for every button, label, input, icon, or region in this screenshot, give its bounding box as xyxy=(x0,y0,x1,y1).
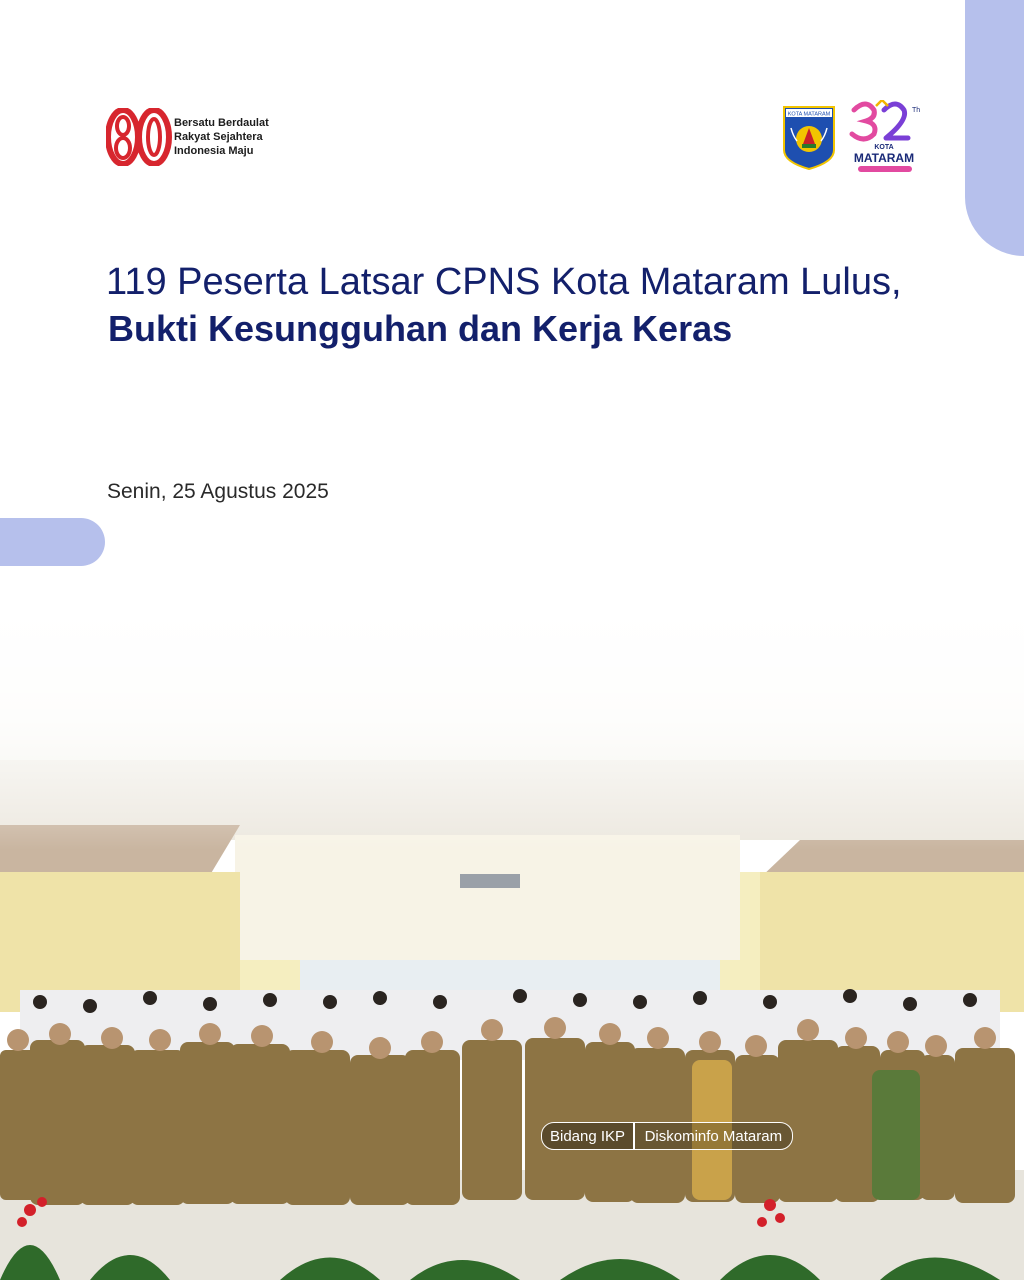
publish-date: Senin, 25 Agustus 2025 xyxy=(107,480,329,503)
tagline-line-3: Indonesia Maju xyxy=(174,145,254,157)
credit-bidang: Bidang IKP xyxy=(542,1123,633,1149)
logo-80-tagline xyxy=(174,116,269,158)
kota-mataram-crest xyxy=(783,106,835,170)
corner-accent-top-right xyxy=(965,0,1024,256)
city-crest-icon xyxy=(783,106,835,170)
group-photo xyxy=(0,610,1024,1280)
tagline-line-2: Rakyat Sejahtera xyxy=(174,131,263,143)
credit-diskominfo: Diskominfo Mataram xyxy=(635,1123,793,1149)
logo-80-tahun xyxy=(106,108,296,168)
headline-line-1: 119 Peserta Latsar CPNS Kota Mataram Lulus, xyxy=(106,261,902,303)
anniversary-32-logo xyxy=(846,100,924,174)
anniversary-ribbon xyxy=(858,166,912,172)
number-32-mark xyxy=(846,100,924,144)
photo-fade-overlay xyxy=(0,610,1024,850)
side-accent-tab xyxy=(0,518,105,566)
svg-text:KOTA MATARAM: KOTA MATARAM xyxy=(787,111,831,118)
logo-80-mark xyxy=(106,108,172,166)
tagline-line-1: Bersatu Berdaulat xyxy=(174,117,269,129)
anniversary-kota: KOTA xyxy=(874,144,894,151)
headline-line-2: Bukti Kesungguhan dan Kerja Keras xyxy=(108,308,733,349)
photo-credit-badge xyxy=(541,1122,793,1150)
anniversary-mataram: MATARAM xyxy=(853,151,915,165)
svg-text:Th: Th xyxy=(912,107,921,114)
